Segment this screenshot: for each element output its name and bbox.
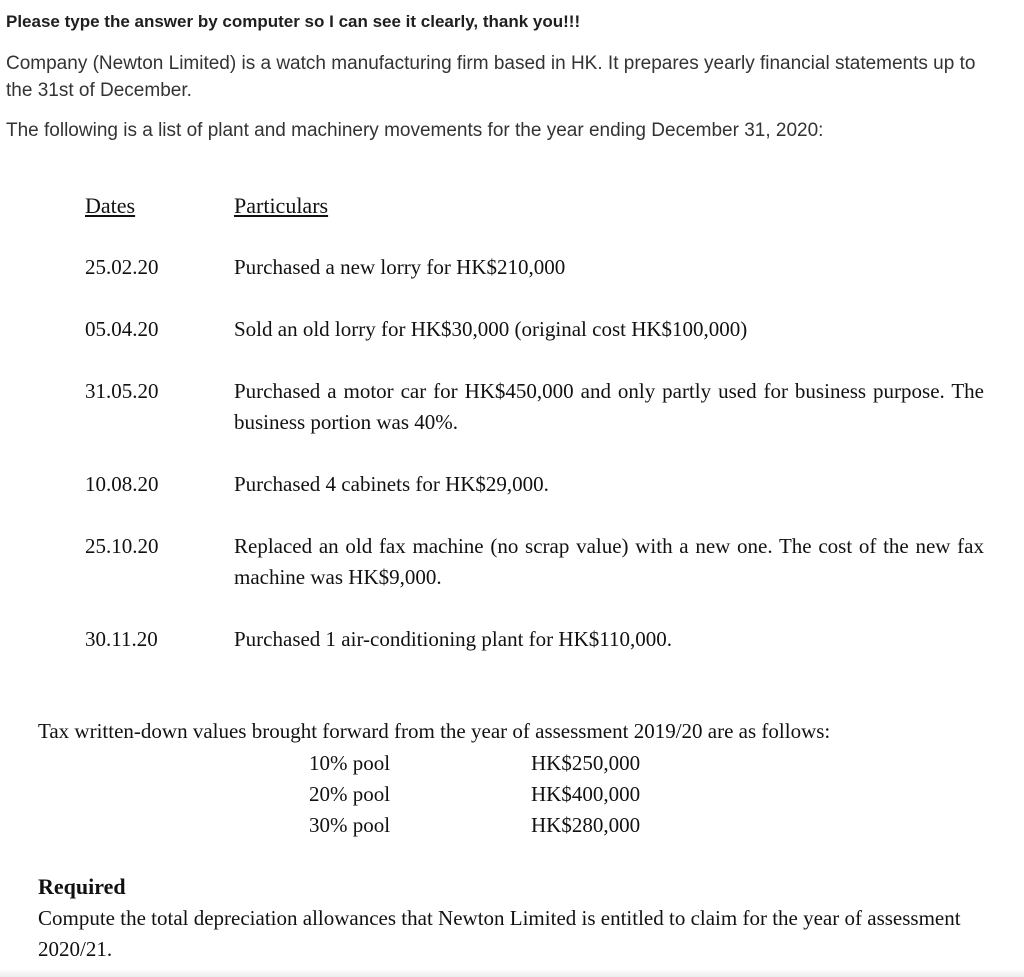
row-particulars: Purchased a new lorry for HK$210,000: [234, 255, 566, 279]
row-date: 25.10.20: [85, 534, 159, 558]
row-particulars: Purchased a motor car for HK$450,000 and only partly used for business purpose. The business portion was 40%.: [234, 379, 984, 434]
row-date: 31.05.20: [85, 379, 159, 403]
row-date: 05.04.20: [85, 317, 159, 341]
row-particulars: Purchased 1 air-conditioning plant for HK$110,000.: [234, 627, 672, 651]
row-date: 10.08.20: [85, 472, 159, 496]
row-particulars: Purchased 4 cabinets for HK$29,000.: [234, 472, 549, 496]
pool-value: HK$400,000: [531, 782, 641, 806]
row-date: 30.11.20: [85, 627, 158, 651]
header-note: Please type the answer by computer so I can see it clearly, thank you!!!: [6, 12, 581, 31]
particulars-column-header: Particulars: [234, 193, 329, 218]
pool-name: 10% pool: [309, 751, 391, 775]
bottom-edge: [0, 969, 1024, 977]
pool-name: 30% pool: [309, 813, 391, 837]
tax-wdv-intro: Tax written-down values brought forward from the year of assessment 2019/20 are as follows:: [38, 719, 831, 743]
pool-value: HK$250,000: [531, 751, 641, 775]
required-text: Compute the total depreciation allowances that Newton Limited is entitled to claim for the year of assessment 2020/21.: [38, 906, 961, 961]
pool-name: 20% pool: [309, 782, 391, 806]
row-particulars: Sold an old lorry for HK$30,000 (original cost HK$100,000): [234, 317, 748, 341]
row-particulars: Replaced an old fax machine (no scrap value) with a new one. The cost of the new fax machine was HK$9,000.: [234, 534, 984, 589]
required-heading: Required: [38, 874, 126, 899]
list-intro-paragraph: The following is a list of plant and machinery movements for the year ending December 31, 2020:: [6, 120, 824, 141]
pool-value: HK$280,000: [531, 813, 641, 837]
intro-paragraph: Company (Newton Limited) is a watch manufacturing firm based in HK. It prepares yearly financial statements up to the 31st of December.: [6, 53, 976, 101]
row-date: 25.02.20: [85, 255, 159, 279]
dates-column-header: Dates: [85, 193, 136, 218]
